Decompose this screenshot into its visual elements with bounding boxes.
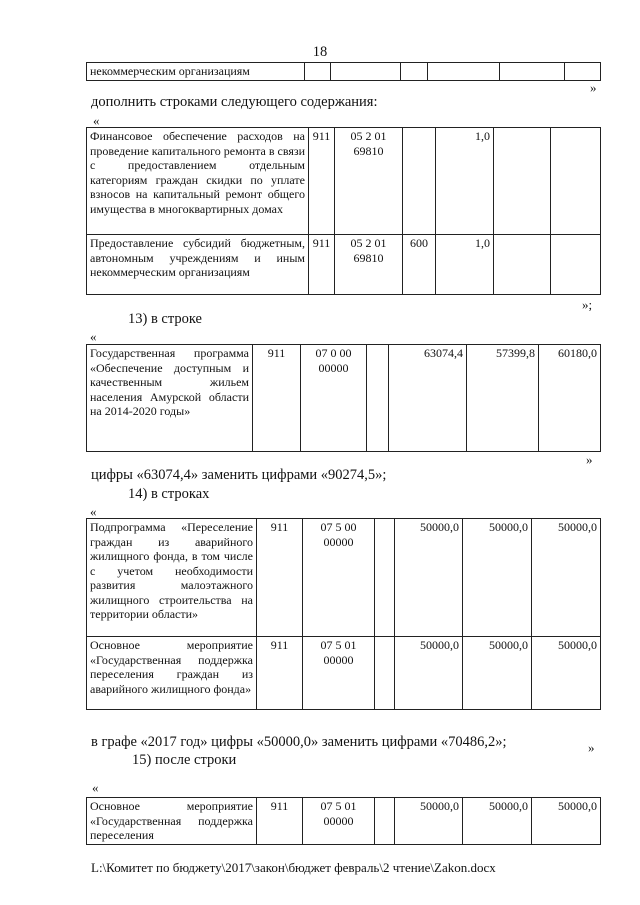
close-quote: »; <box>582 297 593 312</box>
row-value-3: 50000,0 <box>532 519 601 637</box>
close-quote: » <box>590 80 597 95</box>
row-value-3: 50000,0 <box>532 637 601 710</box>
close-quote: » <box>588 740 595 755</box>
row-vr <box>367 345 389 452</box>
close-quote: » <box>586 452 593 467</box>
row-desc: Основное мероприятие «Государственная поддержка переселения граждан из аварийного жилищного фонда» <box>87 637 257 710</box>
row-value-2: 50000,0 <box>463 637 532 710</box>
row-value-1: 50000,0 <box>395 519 463 637</box>
row-csr: 07 0 00 00000 <box>301 345 367 452</box>
row-value-1: 50000,0 <box>395 798 463 845</box>
row-code: 911 <box>253 345 301 452</box>
open-quote: « <box>90 504 97 519</box>
table-row <box>87 63 601 81</box>
row-desc: Подпрограмма «Переселение граждан из аварийного жилищного фонда, в том числе с учетом необходимости развития малоэтажного жилищного строительства на территории области» <box>87 519 257 637</box>
item-14: 14) в строках <box>128 486 210 502</box>
table-row <box>87 128 601 235</box>
instruction-add: дополнить строками следующего содержания: <box>91 94 378 110</box>
open-quote: « <box>90 329 97 344</box>
row-desc: Государственная программа «Обеспечение доступным и качественным жильем населения Амурской области на 2014-2020 годы» <box>87 345 253 452</box>
table-row <box>87 235 601 295</box>
table-block-2 <box>86 344 601 452</box>
table-row <box>87 519 601 637</box>
row-value-1: 63074,4 <box>389 345 467 452</box>
row-value-3: 50000,0 <box>532 798 601 845</box>
table-block-1 <box>86 127 601 295</box>
row-desc: Основное мероприятие «Государственная поддержка переселения <box>87 798 257 845</box>
table-row <box>87 798 601 845</box>
row-code: 911 <box>257 637 303 710</box>
row-csr: 05 2 01 69810 <box>335 235 403 295</box>
page-number: 18 <box>312 44 328 60</box>
row-value-3: 60180,0 <box>539 345 601 452</box>
instruction-replace-1: цифры «63074,4» заменить цифрами «90274,5»; <box>91 467 387 483</box>
row-value-2 <box>494 128 551 235</box>
row-value-1: 1,0 <box>436 235 494 295</box>
row-csr: 05 2 01 69810 <box>335 128 403 235</box>
row-desc: Предоставление субсидий бюджетным, автономным учреждениям и иным некоммерческим организациям <box>87 235 309 295</box>
row-code: 911 <box>257 519 303 637</box>
row-desc: Финансовое обеспечение расходов на проведение капитального ремонта в связи с предоставлением отдельным категориям граждан скидки по уплате взносов на капитальный ремонт общего имущества в многоквартирных домах <box>87 128 309 235</box>
row-vr <box>375 798 395 845</box>
table-row <box>87 345 601 452</box>
row-value-1: 50000,0 <box>395 637 463 710</box>
open-quote: « <box>92 780 99 795</box>
item-13: 13) в строке <box>128 311 202 327</box>
row-value-2: 50000,0 <box>463 519 532 637</box>
footer-file-path: L:\Комитет по бюджету\2017\закон\бюджет февраль\2 чтение\Zakon.docx <box>91 860 496 875</box>
instruction-replace-2: в графе «2017 год» цифры «50000,0» заменить цифрами «70486,2»; <box>91 734 507 750</box>
row-code: 911 <box>309 128 335 235</box>
row-csr: 07 5 01 00000 <box>303 637 375 710</box>
row-value-1: 1,0 <box>436 128 494 235</box>
table-block-4 <box>86 797 601 845</box>
table-block-3 <box>86 518 601 710</box>
row-value-2 <box>494 235 551 295</box>
row-value-2: 57399,8 <box>467 345 539 452</box>
row-csr: 07 5 00 00000 <box>303 519 375 637</box>
item-15: 15) после строки <box>132 752 237 768</box>
row-desc: некоммерческим организациям <box>87 63 305 81</box>
table-fragment-top <box>86 62 601 81</box>
row-code: 911 <box>257 798 303 845</box>
row-vr <box>375 637 395 710</box>
row-value-2: 50000,0 <box>463 798 532 845</box>
row-vr <box>375 519 395 637</box>
row-vr: 600 <box>403 235 436 295</box>
row-code: 911 <box>309 235 335 295</box>
table-row <box>87 637 601 710</box>
open-quote: « <box>93 113 100 128</box>
row-value-3 <box>551 128 601 235</box>
row-csr: 07 5 01 00000 <box>303 798 375 845</box>
row-vr <box>403 128 436 235</box>
row-value-3 <box>551 235 601 295</box>
